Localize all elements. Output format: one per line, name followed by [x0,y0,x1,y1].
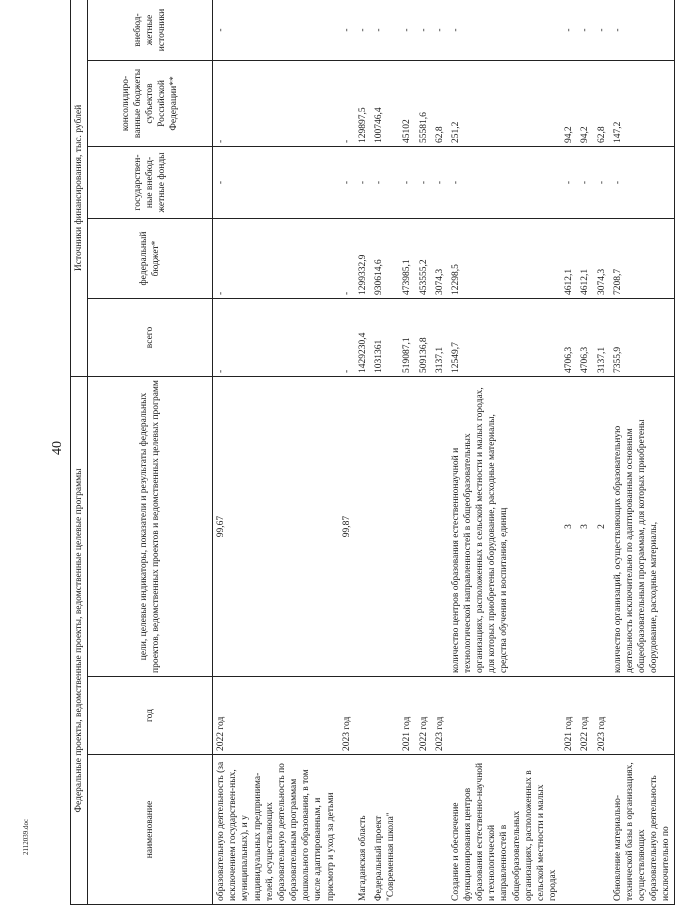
cell-name [399,755,415,905]
cell-total: 7355,9 [610,298,675,376]
sheet [70,0,672,905]
cell-cons: 251,2 [448,60,561,146]
cell-year: 2022 год [213,677,339,755]
cell-federal: 473985,1 [399,218,415,298]
cell-funds: - [371,146,399,218]
col-total: всего [88,298,213,376]
cell-federal: 4612,1 [561,218,577,298]
cell-cons: 62,8 [432,60,448,146]
table-body [213,0,675,905]
cell-federal: 3074,3 [594,218,610,298]
table-row [432,0,448,905]
cell-off: - [371,0,399,60]
cell-goal: 3 [577,376,593,676]
cell-cons: - [339,60,355,146]
table-row [399,0,415,905]
cell-funds: - [416,146,432,218]
table-row [561,0,577,905]
cell-funds: - [594,146,610,218]
table-row [371,0,399,905]
cell-name: Федеральный проект "Современная школа" [371,755,399,905]
financing-table [70,0,675,905]
cell-goal [432,376,448,676]
cell-off: - [448,0,561,60]
cell-year: 2022 год [577,677,593,755]
cell-federal: 7208,7 [610,218,675,298]
cell-year: 2023 год [594,677,610,755]
cell-federal: - [213,218,339,298]
cell-year [610,677,675,755]
cell-off: - [213,0,339,60]
cell-cons: 45102 [399,60,415,146]
table-row [594,0,610,905]
cell-year: 2023 год [339,677,355,755]
cell-cons: 94,2 [577,60,593,146]
financing-title: Источники финансирования, тыс. рублей [71,0,88,376]
cell-federal: 12298,5 [448,218,561,298]
cell-name: Магаданская область [355,755,371,905]
col-year: год [88,677,213,755]
cell-off: - [577,0,593,60]
cell-funds: - [355,146,371,218]
cell-off: - [416,0,432,60]
cell-federal: 930614,6 [371,218,399,298]
cell-goal: 99,87 [339,376,355,676]
footer-filename: 2112039.doc [22,818,30,855]
cell-federal: 3074,3 [432,218,448,298]
cell-federal: 453555,2 [416,218,432,298]
cell-total: - [339,298,355,376]
cell-name [432,755,448,905]
cell-funds: - [577,146,593,218]
cell-federal: 4612,1 [577,218,593,298]
cell-funds: - [339,146,355,218]
cell-name [416,755,432,905]
cell-funds: - [213,146,339,218]
col-federal: федеральный бюджет* [88,218,213,298]
table-row [416,0,432,905]
cell-year: 2022 год [416,677,432,755]
cell-funds: - [399,146,415,218]
table-row [213,0,339,905]
cell-total: 1031361 [371,298,399,376]
cell-federal: 1299332,9 [355,218,371,298]
cell-year [371,677,399,755]
cell-total: 3137,1 [432,298,448,376]
cell-cons: 147,2 [610,60,675,146]
cell-total: - [213,298,339,376]
col-name: наименование [88,755,213,905]
cell-name: образовательную деятельность (за исключением государствен-ных, муниципальных), и у индивидуальных предпринима-телей, осуществляющих образовательную деятельность по образовательным программам дошкольного образования, в том числе адаптированным, и присмотр и уход за детьми [213,755,339,905]
cell-year: 2021 год [561,677,577,755]
cell-off: - [339,0,355,60]
cell-year [448,677,561,755]
cell-funds: - [610,146,675,218]
cell-total: 509136,8 [416,298,432,376]
cell-cons: 55581,6 [416,60,432,146]
cell-year: 2021 год [399,677,415,755]
cell-name [577,755,593,905]
cell-funds: - [561,146,577,218]
cell-goal: 2 [594,376,610,676]
cell-off: - [355,0,371,60]
cell-off: - [610,0,675,60]
table-title: Федеральные проекты, ведомственные проекты, ведомственные целевые программы [71,376,88,904]
cell-off: - [594,0,610,60]
cell-federal: - [339,218,355,298]
cell-goal [416,376,432,676]
cell-goal [355,376,371,676]
cell-goal [371,376,399,676]
col-consolidated: консолидиро-ванные бюджеты субъектов Российской Федерации** [88,60,213,146]
table-row [610,0,675,905]
cell-funds: - [448,146,561,218]
col-state-funds: государствен-ные внебюд-жетные фонды [88,146,213,218]
cell-name: Создание и обеспечение функционирования центров образования естественно-научной и технологической направленностей в общеобразовательных организациях, расположенных в сельской местности и малых городах [448,755,561,905]
cell-goal: количество центров образования естественнонаучной и технологической направленностей в общеобразовательных организациях, расположенных в сельской местности и малых городах, для которых приобретены оборудование, расходные материалы, средства обучения и воспитания, единиц [448,376,561,676]
cell-year: 2023 год [432,677,448,755]
cell-goal: 3 [561,376,577,676]
cell-year [355,677,371,755]
cell-cons: 100746,4 [371,60,399,146]
cell-total: 519087,1 [399,298,415,376]
table-row [577,0,593,905]
cell-goal: 99,67 [213,376,339,676]
cell-total: 12549,7 [448,298,561,376]
table-row [448,0,561,905]
cell-total: 1429230,4 [355,298,371,376]
page-number: 40 [50,441,65,455]
col-offbudget: внебюд-жетные источники [88,0,213,60]
cell-name [339,755,355,905]
cell-name [594,755,610,905]
cell-total: 4706,3 [561,298,577,376]
cell-off: - [432,0,448,60]
cell-cons: - [213,60,339,146]
cell-cons: 129897,5 [355,60,371,146]
table-row [339,0,355,905]
table-row [355,0,371,905]
cell-cons: 62,8 [594,60,610,146]
cell-goal: количество организаций, осуществляющих образовательную деятельность исключительно по адаптированным основным общеобразовательным программам, для которых приобретены оборудование, расходные материалы, [610,376,675,676]
cell-cons: 94,2 [561,60,577,146]
cell-goal [399,376,415,676]
cell-total: 3137,1 [594,298,610,376]
cell-name [561,755,577,905]
cell-funds: - [432,146,448,218]
col-goals: цели, целевые индикаторы, показатели и результаты федеральных проектов, ведомственных проектов и ведомственных целевых программ [88,376,213,676]
cell-total: 4706,3 [577,298,593,376]
cell-off: - [399,0,415,60]
cell-off: - [561,0,577,60]
cell-name: Обновление материально-технической базы в организациях, осуществляющих образовательную деятельность исключительно по [610,755,675,905]
